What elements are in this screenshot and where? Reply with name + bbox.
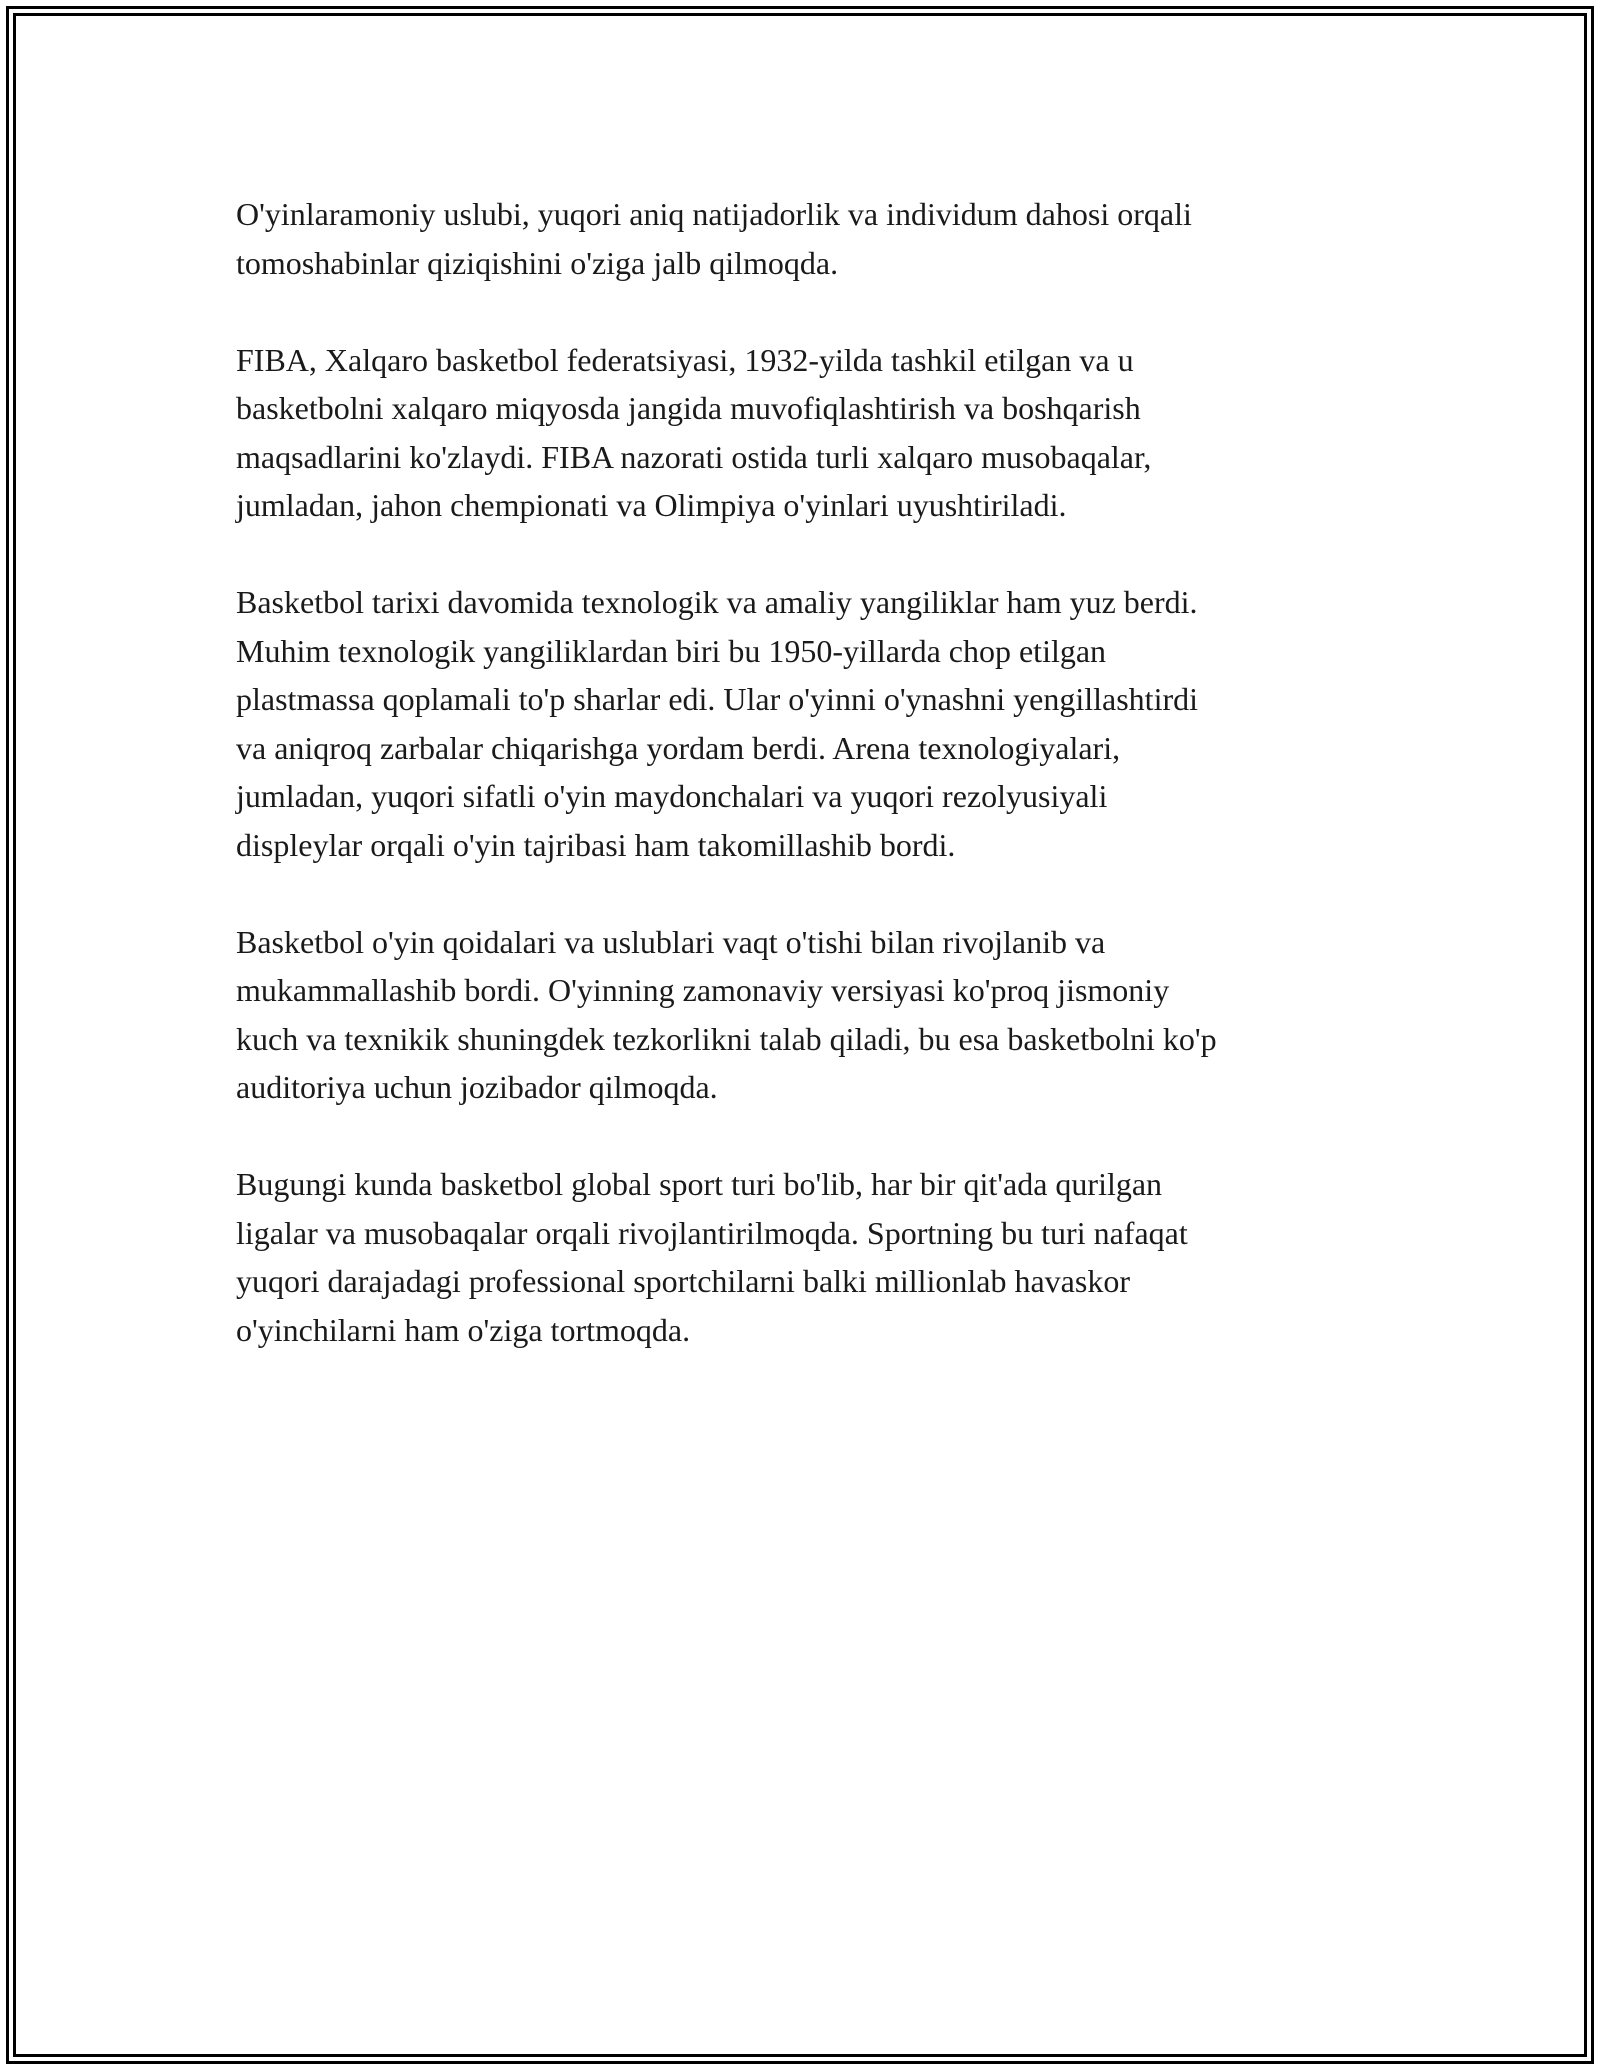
text-line: Basketbol tarixi davomida texnologik va amaliy yangiliklar ham yuz berdi.: [236, 584, 1198, 620]
text-line: o'yinchilarni ham o'ziga tortmoqda.: [236, 1311, 691, 1348]
text-line: O'yinlaramoniy uslubi, yuqori aniq natijadorlik va individum dahosi orqali: [236, 196, 1192, 232]
text-line: plastmassa qoplamali to'p sharlar edi. Ular o'yinni o'ynashni yengillashtirdi: [236, 681, 1198, 717]
text-line: ligalar va musobaqalar orqali rivojlantirilmoqda. Sportning bu turi nafaqat: [236, 1214, 1188, 1251]
paragraph-2: [236, 336, 1376, 530]
text-line: FIBA, Xalqaro basketbol federatsiyasi, 1932-yilda tashkil etilgan va u: [236, 341, 1134, 378]
document-body: [236, 190, 1376, 1403]
text-line: tomoshabinlar qiziqishini o'ziga jalb qilmoqda.: [236, 244, 839, 281]
text-line: mukammallashib bordi. O'yinning zamonaviy versiyasi ko'proq jismoniy: [236, 972, 1170, 1008]
text-line: Bugungi kunda basketbol global sport turi bo'lib, har bir qit'ada qurilgan: [236, 1166, 1163, 1202]
text-line: jumladan, yuqori sifatli o'yin maydonchalari va yuqori rezolyusiyali: [236, 778, 1108, 814]
text-line: auditoriya uchun jozibador qilmoqda.: [236, 1069, 718, 1105]
paragraph-1: [236, 190, 1376, 287]
paragraph-4: [236, 918, 1376, 1112]
text-line: va aniqroq zarbalar chiqarishga yordam berdi. Arena texnologiyalari,: [236, 729, 1121, 766]
text-line: displeylar orqali o'yin tajribasi ham takomillashib bordi.: [236, 826, 956, 863]
paragraph-3: [236, 578, 1376, 869]
text-line: yuqori darajadagi professional sportchilarni balki millionlab havaskor: [236, 1263, 1130, 1299]
text-line: Muhim texnologik yangiliklardan biri bu 1950-yillarda chop etilgan: [236, 632, 1107, 669]
paragraph-5: [236, 1160, 1376, 1354]
text-line: jumladan, jahon chempionati va Olimpiya o'yinlari uyushtiriladi.: [236, 487, 1067, 523]
text-line: kuch va texnikik shuningdek tezkorlikni talab qiladi, bu esa basketbolni ko'p: [236, 1020, 1217, 1057]
text-line: Basketbol o'yin qoidalari va uslublari vaqt o'tishi bilan rivojlanib va: [236, 923, 1106, 960]
text-line: maqsadlarini ko'zlaydi. FIBA nazorati ostida turli xalqaro musobaqalar,: [236, 438, 1152, 475]
text-line: basketbolni xalqaro miqyosda jangida muvofiqlashtirish va boshqarish: [236, 390, 1141, 426]
